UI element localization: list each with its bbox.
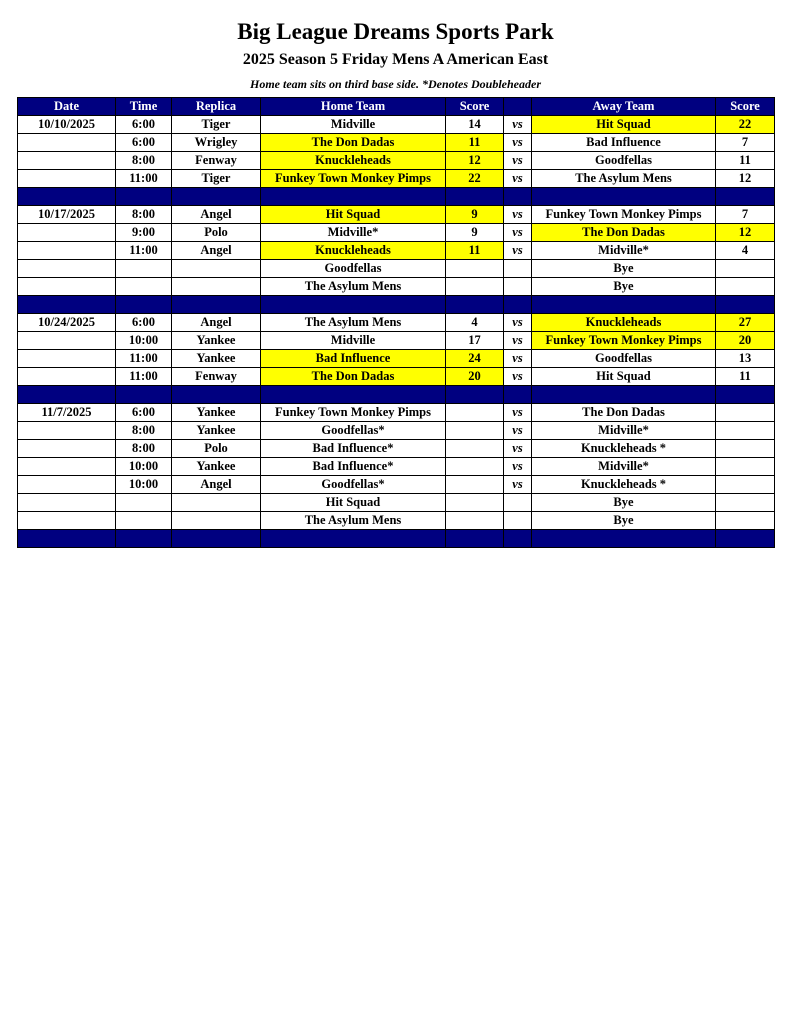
home-team-cell: Funkey Town Monkey Pimps <box>261 404 446 422</box>
home-team-cell: The Asylum Mens <box>261 278 446 296</box>
home-score-cell <box>446 278 504 296</box>
vs-cell <box>504 278 532 296</box>
home-score-cell: 12 <box>446 152 504 170</box>
home-score-cell: 9 <box>446 206 504 224</box>
time-cell: 11:00 <box>116 242 172 260</box>
time-cell: 9:00 <box>116 224 172 242</box>
replica-cell: Wrigley <box>172 134 261 152</box>
page-subtitle: 2025 Season 5 Friday Mens A American East <box>242 51 549 68</box>
header-row <box>18 98 775 116</box>
table-row <box>18 134 775 152</box>
replica-cell: Yankee <box>172 458 261 476</box>
column-header-home-score: Score <box>446 98 504 116</box>
home-score-cell <box>446 260 504 278</box>
home-team-cell: The Don Dadas <box>261 134 446 152</box>
away-score-cell <box>716 440 775 458</box>
table-row <box>18 116 775 134</box>
away-score-cell <box>716 260 775 278</box>
home-team-cell: The Don Dadas <box>261 368 446 386</box>
table-row <box>18 332 775 350</box>
separator-cell <box>261 386 446 404</box>
separator-cell <box>446 530 504 548</box>
home-team-cell: Midville <box>261 332 446 350</box>
date-cell <box>18 170 116 188</box>
home-team-cell: Midville* <box>261 224 446 242</box>
away-score-cell: 27 <box>716 314 775 332</box>
away-score-cell: 7 <box>716 206 775 224</box>
table-row <box>18 278 775 296</box>
separator-cell <box>716 386 775 404</box>
vs-cell: vs <box>504 350 532 368</box>
date-cell <box>18 224 116 242</box>
away-score-cell <box>716 458 775 476</box>
vs-cell: vs <box>504 116 532 134</box>
separator-cell <box>18 386 116 404</box>
separator-cell <box>532 530 716 548</box>
time-cell: 6:00 <box>116 116 172 134</box>
home-team-cell: The Asylum Mens <box>261 314 446 332</box>
date-cell <box>18 440 116 458</box>
home-score-cell <box>446 440 504 458</box>
away-score-cell <box>716 494 775 512</box>
time-cell: 11:00 <box>116 170 172 188</box>
vs-cell <box>504 260 532 278</box>
replica-cell: Yankee <box>172 350 261 368</box>
home-score-cell: 17 <box>446 332 504 350</box>
away-team-cell: Midville* <box>532 242 716 260</box>
replica-cell <box>172 278 261 296</box>
home-score-cell: 9 <box>446 224 504 242</box>
away-score-cell <box>716 278 775 296</box>
away-team-cell: Midville* <box>532 422 716 440</box>
vs-cell: vs <box>504 206 532 224</box>
vs-cell: vs <box>504 458 532 476</box>
home-score-cell <box>446 494 504 512</box>
away-team-cell: Goodfellas <box>532 152 716 170</box>
time-cell: 8:00 <box>116 440 172 458</box>
home-team-cell: Hit Squad <box>261 494 446 512</box>
separator-cell <box>716 188 775 206</box>
table-row <box>18 314 775 332</box>
date-cell <box>18 494 116 512</box>
table-row <box>18 476 775 494</box>
column-header-time: Time <box>116 98 172 116</box>
away-team-cell: Goodfellas <box>532 350 716 368</box>
away-team-cell: Bye <box>532 494 716 512</box>
vs-cell <box>504 512 532 530</box>
away-team-cell: Knuckleheads * <box>532 440 716 458</box>
separator-cell <box>18 296 116 314</box>
away-score-cell: 22 <box>716 116 775 134</box>
table-row <box>18 224 775 242</box>
time-cell: 6:00 <box>116 314 172 332</box>
home-team-cell: Goodfellas* <box>261 476 446 494</box>
table-row <box>18 242 775 260</box>
week-separator-row <box>18 188 775 206</box>
separator-cell <box>116 188 172 206</box>
separator-cell <box>504 296 532 314</box>
time-cell <box>116 278 172 296</box>
separator-cell <box>116 530 172 548</box>
table-row <box>18 404 775 422</box>
date-cell <box>18 476 116 494</box>
away-team-cell: Bye <box>532 512 716 530</box>
separator-cell <box>504 530 532 548</box>
table-row <box>18 206 775 224</box>
replica-cell: Angel <box>172 314 261 332</box>
away-score-cell: 12 <box>716 224 775 242</box>
vs-cell: vs <box>504 314 532 332</box>
separator-cell <box>261 530 446 548</box>
away-team-cell: Bye <box>532 260 716 278</box>
away-team-cell: Funkey Town Monkey Pimps <box>532 332 716 350</box>
away-team-cell: Hit Squad <box>532 368 716 386</box>
away-team-cell: Knuckleheads * <box>532 476 716 494</box>
away-score-cell: 11 <box>716 368 775 386</box>
replica-cell: Polo <box>172 224 261 242</box>
separator-cell <box>172 386 261 404</box>
away-team-cell: Bad Influence <box>532 134 716 152</box>
table-row <box>18 512 775 530</box>
separator-cell <box>18 530 116 548</box>
separator-cell <box>504 188 532 206</box>
vs-cell: vs <box>504 242 532 260</box>
away-score-cell: 20 <box>716 332 775 350</box>
home-team-cell: Hit Squad <box>261 206 446 224</box>
home-score-cell: 11 <box>446 134 504 152</box>
time-cell: 6:00 <box>116 404 172 422</box>
vs-cell: vs <box>504 476 532 494</box>
week-separator-row <box>18 296 775 314</box>
vs-cell: vs <box>504 422 532 440</box>
replica-cell: Fenway <box>172 152 261 170</box>
away-score-cell: 11 <box>716 152 775 170</box>
home-score-cell: 11 <box>446 242 504 260</box>
vs-cell <box>504 494 532 512</box>
away-team-cell: Funkey Town Monkey Pimps <box>532 206 716 224</box>
vs-cell: vs <box>504 440 532 458</box>
separator-cell <box>532 188 716 206</box>
vs-cell: vs <box>504 332 532 350</box>
home-score-cell <box>446 458 504 476</box>
separator-cell <box>261 188 446 206</box>
home-team-cell: Bad Influence* <box>261 440 446 458</box>
replica-cell: Polo <box>172 440 261 458</box>
home-score-cell: 22 <box>446 170 504 188</box>
away-score-cell <box>716 512 775 530</box>
away-team-cell: The Don Dadas <box>532 224 716 242</box>
date-cell <box>18 512 116 530</box>
date-cell: 10/24/2025 <box>18 314 116 332</box>
time-cell: 11:00 <box>116 368 172 386</box>
away-score-cell <box>716 476 775 494</box>
time-cell: 6:00 <box>116 134 172 152</box>
home-score-cell: 14 <box>446 116 504 134</box>
vs-cell: vs <box>504 170 532 188</box>
replica-cell: Angel <box>172 242 261 260</box>
time-cell: 8:00 <box>116 422 172 440</box>
replica-cell <box>172 494 261 512</box>
home-score-cell: 4 <box>446 314 504 332</box>
home-team-cell: Midville <box>261 116 446 134</box>
away-team-cell: Hit Squad <box>532 116 716 134</box>
table-row <box>18 440 775 458</box>
home-team-cell: Knuckleheads <box>261 242 446 260</box>
table-row <box>18 368 775 386</box>
column-header-date: Date <box>18 98 116 116</box>
table-row <box>18 458 775 476</box>
away-team-cell: Midville* <box>532 458 716 476</box>
time-cell <box>116 494 172 512</box>
away-team-cell: Bye <box>532 278 716 296</box>
date-cell <box>18 134 116 152</box>
replica-cell: Angel <box>172 476 261 494</box>
time-cell <box>116 512 172 530</box>
column-header-away-score: Score <box>716 98 775 116</box>
date-cell: 11/7/2025 <box>18 404 116 422</box>
date-cell <box>18 152 116 170</box>
separator-cell <box>716 296 775 314</box>
separator-cell <box>446 296 504 314</box>
home-score-cell <box>446 512 504 530</box>
vs-cell: vs <box>504 152 532 170</box>
table-row <box>18 170 775 188</box>
column-header-replica: Replica <box>172 98 261 116</box>
week-separator-row <box>18 386 775 404</box>
column-header-vs <box>504 98 532 116</box>
away-score-cell: 7 <box>716 134 775 152</box>
home-team-cell: Funkey Town Monkey Pimps <box>261 170 446 188</box>
time-cell: 10:00 <box>116 332 172 350</box>
separator-cell <box>18 188 116 206</box>
time-cell: 10:00 <box>116 458 172 476</box>
doubleheader-note: Home team sits on third base side. *Denotes Doubleheader <box>250 77 541 91</box>
separator-cell <box>716 530 775 548</box>
date-cell <box>18 350 116 368</box>
home-score-cell <box>446 422 504 440</box>
time-cell: 10:00 <box>116 476 172 494</box>
column-header-home-team: Home Team <box>261 98 446 116</box>
home-team-cell: Bad Influence <box>261 350 446 368</box>
replica-cell: Yankee <box>172 422 261 440</box>
home-team-cell: Bad Influence* <box>261 458 446 476</box>
time-cell: 8:00 <box>116 152 172 170</box>
date-cell: 10/17/2025 <box>18 206 116 224</box>
time-cell: 8:00 <box>116 206 172 224</box>
away-team-cell: The Don Dadas <box>532 404 716 422</box>
column-header-away-team: Away Team <box>532 98 716 116</box>
date-cell <box>18 458 116 476</box>
time-cell <box>116 260 172 278</box>
home-team-cell: Goodfellas* <box>261 422 446 440</box>
home-score-cell <box>446 476 504 494</box>
separator-cell <box>504 386 532 404</box>
separator-cell <box>116 386 172 404</box>
vs-cell: vs <box>504 224 532 242</box>
vs-cell: vs <box>504 134 532 152</box>
separator-cell <box>116 296 172 314</box>
home-team-cell: The Asylum Mens <box>261 512 446 530</box>
away-score-cell <box>716 422 775 440</box>
replica-cell: Angel <box>172 206 261 224</box>
date-cell <box>18 368 116 386</box>
table-row <box>18 350 775 368</box>
date-cell <box>18 260 116 278</box>
separator-cell <box>446 188 504 206</box>
table-row <box>18 422 775 440</box>
date-cell <box>18 278 116 296</box>
table-row <box>18 260 775 278</box>
vs-cell: vs <box>504 368 532 386</box>
separator-cell <box>261 296 446 314</box>
week-separator-row <box>18 530 775 548</box>
replica-cell: Fenway <box>172 368 261 386</box>
replica-cell <box>172 512 261 530</box>
replica-cell: Yankee <box>172 404 261 422</box>
home-score-cell: 20 <box>446 368 504 386</box>
replica-cell: Tiger <box>172 170 261 188</box>
separator-cell <box>172 188 261 206</box>
vs-cell: vs <box>504 404 532 422</box>
separator-cell <box>532 296 716 314</box>
time-cell: 11:00 <box>116 350 172 368</box>
separator-cell <box>532 386 716 404</box>
away-score-cell: 12 <box>716 170 775 188</box>
replica-cell: Yankee <box>172 332 261 350</box>
home-team-cell: Knuckleheads <box>261 152 446 170</box>
away-score-cell: 4 <box>716 242 775 260</box>
schedule-table <box>17 97 775 548</box>
page-title: Big League Dreams Sports Park <box>237 19 554 44</box>
date-cell <box>18 332 116 350</box>
table-row <box>18 152 775 170</box>
away-team-cell: The Asylum Mens <box>532 170 716 188</box>
separator-cell <box>446 386 504 404</box>
replica-cell <box>172 260 261 278</box>
home-score-cell <box>446 404 504 422</box>
away-team-cell: Knuckleheads <box>532 314 716 332</box>
replica-cell: Tiger <box>172 116 261 134</box>
table-row <box>18 494 775 512</box>
date-cell: 10/10/2025 <box>18 116 116 134</box>
away-score-cell <box>716 404 775 422</box>
date-cell <box>18 422 116 440</box>
separator-cell <box>172 530 261 548</box>
away-score-cell: 13 <box>716 350 775 368</box>
separator-cell <box>172 296 261 314</box>
home-score-cell: 24 <box>446 350 504 368</box>
date-cell <box>18 242 116 260</box>
home-team-cell: Goodfellas <box>261 260 446 278</box>
